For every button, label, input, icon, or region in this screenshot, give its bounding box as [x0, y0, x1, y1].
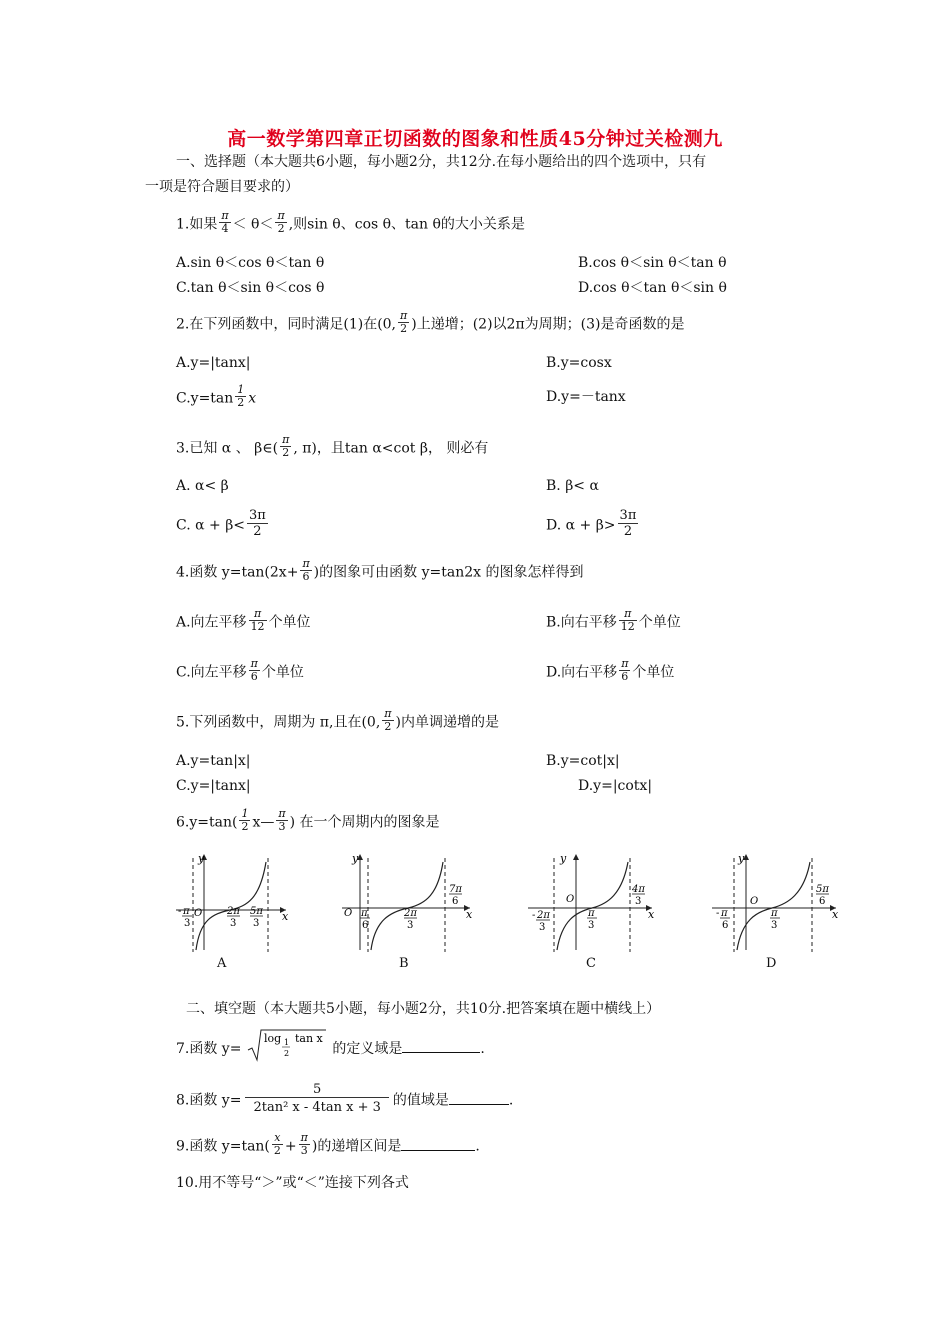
q4-b-frac	[619, 608, 637, 633]
q4-d-frac-den: 6	[621, 670, 629, 683]
q7-sqrt	[246, 1028, 328, 1062]
q3-option-a: A. α< β	[176, 478, 229, 494]
question-4	[176, 557, 584, 585]
question-8	[176, 1084, 513, 1117]
q3-frac-num: π	[282, 433, 290, 446]
q9-answer-blank[interactable]	[401, 1136, 475, 1151]
q4-c-frac	[249, 658, 260, 683]
graph-c-zero-num: π	[588, 908, 595, 919]
q5-option-c: C.y=|tanx|	[176, 778, 251, 794]
q4-frac	[300, 558, 311, 583]
q4-c-frac-den: 6	[250, 670, 258, 683]
q8-frac-num: 5	[245, 1082, 388, 1098]
q1-frac1	[219, 210, 230, 235]
q1-prefix: 1.如果	[176, 216, 218, 233]
q8-frac-den: 2tan² x - 4tan x + 3	[253, 1100, 381, 1115]
q4-c-suffix: 个单位	[261, 664, 304, 681]
graph-c-neg-sign: -	[532, 910, 536, 921]
section2-heading: 二、填空题（本大题共5小题，每小题2分，共10分.把答案填在题中横线上）	[186, 1001, 661, 1017]
q4-option-b	[546, 607, 681, 635]
q1-mid: ＜ θ＜	[232, 216, 274, 233]
q4-d-prefix: D.向右平移	[546, 664, 618, 681]
graph-d	[708, 848, 844, 954]
q1-frac2-den: 2	[277, 222, 285, 235]
graph-b-zero-den: 3	[407, 920, 414, 931]
q6-frac1	[239, 808, 250, 833]
q2-c-prefix: C.y=tan	[176, 390, 234, 407]
section1-heading-line1: 一、选择题（本大题共6小题，每小题2分，共12分.在每小题给出的四个选项中，只有	[176, 154, 707, 170]
q7-log-base-num: 1	[283, 1038, 289, 1047]
graph-d-neg-sign: -	[716, 908, 720, 919]
q5-suffix: )内单调递增的是	[395, 714, 499, 731]
q4-prefix: 4.函数 y=tan(2x+	[176, 564, 299, 581]
graph-c-label: C	[586, 956, 596, 971]
q4-d-suffix: 个单位	[632, 664, 675, 681]
graph-b-neg-num: π	[361, 908, 368, 919]
graph-c-neg-den: 3	[539, 922, 546, 933]
q4-b-frac-num: π	[619, 608, 637, 621]
q9-frac2-num: π	[300, 1131, 308, 1144]
q7-end: .	[480, 1041, 485, 1057]
q3-d-frac-den: 2	[623, 524, 633, 539]
q6-frac2	[276, 808, 287, 833]
q6-frac2-den: 3	[278, 820, 286, 833]
q6-frac1-num: 1	[241, 807, 249, 820]
graph-b-asym-num: 7π	[449, 884, 462, 895]
q7-log-base-den: 2	[283, 1049, 289, 1058]
q6-mid: x—	[252, 814, 275, 831]
q5-frac-num: π	[384, 707, 392, 720]
q4-c-prefix: C.向左平移	[176, 664, 247, 681]
graph-d-zero-den: 3	[771, 920, 778, 931]
graph-c-asym-den: 3	[635, 896, 642, 907]
graph-b-neg-den: 6	[362, 920, 369, 931]
graph-b	[338, 848, 478, 954]
question-9	[176, 1131, 480, 1159]
graph-a-neg-num: π	[183, 906, 190, 917]
q6-frac2-num: π	[278, 807, 286, 820]
q4-frac-den: 6	[302, 570, 310, 583]
q8-prefix: 8.函数 y=	[176, 1092, 242, 1109]
q8-suffix: 的值域是	[392, 1092, 449, 1109]
question-1	[176, 209, 525, 237]
q1-frac1-den: 4	[221, 222, 229, 235]
graph-d-asym-num: 5π	[816, 884, 829, 895]
question-7	[176, 1032, 485, 1066]
q4-a-frac-den: 12	[250, 620, 265, 633]
graph-d-origin: O	[750, 896, 759, 907]
q9-frac1	[272, 1132, 283, 1157]
q2-frac	[398, 310, 409, 335]
page-title: 高一数学第四章正切函数的图象和性质45分钟过关检测九	[227, 128, 723, 150]
q9-prefix: 9.函数 y=tan(	[176, 1138, 270, 1155]
question-6	[176, 807, 440, 835]
q1-option-a: A.sin θ＜cos θ＜tan θ	[176, 255, 325, 271]
q2-prefix: 2.在下列函数中，同时满足(1)在(0,	[176, 316, 397, 333]
q1-option-d: D.cos θ＜tan θ＜sin θ	[578, 280, 727, 296]
q5-option-d: D.y=|cotx|	[578, 778, 653, 794]
q1-frac2	[275, 210, 286, 235]
q3-option-c	[176, 510, 270, 541]
q4-d-frac-num: π	[621, 657, 629, 670]
q4-a-frac	[249, 608, 267, 633]
graph-b-y-label: y	[352, 852, 359, 865]
q3-option-b: B. β< α	[546, 478, 599, 494]
graph-a	[172, 848, 292, 954]
q9-frac2-den: 3	[300, 1144, 308, 1157]
graph-a-y-label: y	[198, 852, 205, 865]
q5-option-a: A.y=tan|x|	[176, 753, 251, 769]
q4-b-frac-den: 12	[620, 620, 635, 633]
graph-a-asym-den: 3	[253, 918, 260, 929]
graph-c-x-label: x	[648, 908, 655, 921]
q4-option-c	[176, 657, 304, 685]
q4-option-a	[176, 607, 311, 635]
q5-frac-den: 2	[384, 720, 392, 733]
q5-option-b: B.y=cot|x|	[546, 753, 620, 769]
q3-frac	[280, 434, 291, 459]
q5-prefix: 5.下列函数中，周期为 π,且在(0,	[176, 714, 381, 731]
q3-d-frac	[618, 508, 639, 539]
q4-suffix: )的图象可由函数 y=tan2x 的图象怎样得到	[313, 564, 584, 581]
q2-frac-den: 2	[400, 322, 408, 335]
q9-end: .	[475, 1138, 480, 1155]
q7-prefix: 7.函数 y=	[176, 1041, 242, 1057]
q1-frac1-num: π	[221, 209, 229, 222]
q2-option-d: D.y=－tanx	[546, 389, 626, 405]
graph-a-zero-den: 3	[230, 918, 237, 929]
q3-c-prefix: C. α + β<	[176, 517, 246, 534]
graph-a-zero-num: 2π	[227, 906, 240, 917]
q1-option-b: B.cos θ＜sin θ＜tan θ	[578, 255, 727, 271]
graph-d-zero-num: π	[771, 908, 778, 919]
graph-b-asym-den: 6	[452, 896, 459, 907]
graph-c	[524, 848, 660, 954]
q4-option-d	[546, 657, 675, 685]
q3-d-frac-num: 3π	[619, 508, 637, 523]
q8-frac	[245, 1082, 388, 1115]
q9-frac1-den: 2	[273, 1144, 281, 1157]
section1-heading-line2: 一项是符合题目要求的）	[145, 179, 299, 195]
q8-end: .	[508, 1092, 514, 1109]
graph-b-x-label: x	[466, 908, 473, 921]
graph-a-label: A	[217, 956, 227, 971]
question-3	[176, 433, 489, 461]
q2-option-b: B.y=cosx	[546, 355, 612, 371]
graph-b-zero-num: 2π	[404, 908, 417, 919]
q2-c-frac-den: 2	[237, 396, 245, 409]
graph-b-label: B	[399, 956, 409, 971]
graph-a-origin: O	[194, 908, 203, 919]
q4-frac-num: π	[302, 557, 310, 570]
q3-option-d	[546, 510, 640, 541]
q7-suffix: 的定义域是	[332, 1041, 403, 1057]
q6-frac1-den: 2	[241, 820, 249, 833]
graph-c-asym-num: 4π	[632, 884, 645, 895]
question-5	[176, 707, 499, 735]
q7-answer-blank[interactable]	[402, 1038, 480, 1053]
q3-c-frac-num: 3π	[249, 508, 266, 523]
graph-c-zero-den: 3	[588, 920, 595, 931]
graph-a-x-label: x	[282, 910, 289, 923]
graph-d-y-label: y	[738, 852, 745, 865]
q5-frac	[382, 708, 393, 733]
graph-d-x-label: x	[832, 908, 839, 921]
q9-frac1-num: x	[272, 1132, 283, 1145]
q1-frac2-num: π	[277, 209, 285, 222]
graph-d-neg-num: π	[721, 908, 728, 919]
q1-option-c: C.tan θ＜sin θ＜cos θ	[176, 280, 325, 296]
q4-d-frac	[619, 658, 630, 683]
q2-c-frac-num: 1	[237, 383, 245, 396]
q9-suffix: )的递增区间是	[311, 1138, 402, 1155]
q2-suffix: )上递增；(2)以2π为周期；(3)是奇函数的是	[411, 316, 685, 333]
question-10: 10.用不等号“＞”或“＜”连接下列各式	[176, 1175, 409, 1191]
q9-frac2	[299, 1132, 310, 1157]
q2-frac-num: π	[400, 309, 408, 322]
q2-option-c	[176, 383, 257, 411]
q8-answer-blank[interactable]	[449, 1090, 509, 1105]
graph-c-origin: O	[566, 894, 575, 905]
q4-a-frac-num: π	[249, 608, 267, 621]
q1-suffix: ,则sin θ、cos θ、tan θ的大小关系是	[288, 216, 525, 233]
q6-prefix: 6.y=tan(	[176, 814, 238, 831]
q7-arg: tan x	[294, 1032, 323, 1045]
q3-prefix: 3.已知 α 、 β∈(	[176, 440, 279, 457]
graph-b-origin: O	[344, 908, 353, 919]
graph-a-neg-sign: -	[178, 906, 182, 917]
q2-c-suffix: x	[248, 390, 257, 407]
q3-frac-den: 2	[282, 446, 290, 459]
q6-suffix: ) 在一个周期内的图象是	[289, 814, 440, 831]
graph-c-y-label: y	[560, 852, 567, 865]
graph-d-neg-den: 6	[722, 920, 729, 931]
q4-b-prefix: B.向右平移	[546, 614, 617, 631]
graph-a-neg-den: 3	[184, 918, 191, 929]
q3-c-frac	[247, 508, 268, 539]
q3-d-prefix: D. α + β>	[546, 517, 616, 534]
graph-d-asym-den: 6	[819, 896, 826, 907]
q7-log: log	[263, 1032, 282, 1045]
q3-suffix: , π)，且tan α<cot β， 则必有	[293, 440, 489, 457]
graph-c-neg-num: 2π	[537, 910, 550, 921]
q3-c-frac-den: 2	[253, 524, 262, 539]
q4-a-prefix: A.向左平移	[176, 614, 247, 631]
question-2	[176, 309, 685, 337]
q4-c-frac-num: π	[250, 657, 258, 670]
graph-d-label: D	[766, 956, 777, 971]
q2-c-frac	[235, 384, 246, 409]
q9-plus: +	[284, 1138, 297, 1155]
q4-a-suffix: 个单位	[268, 614, 311, 631]
q4-b-suffix: 个单位	[638, 614, 681, 631]
q2-option-a: A.y=|tanx|	[176, 355, 251, 371]
graph-a-asym-num: 5π	[250, 906, 263, 917]
